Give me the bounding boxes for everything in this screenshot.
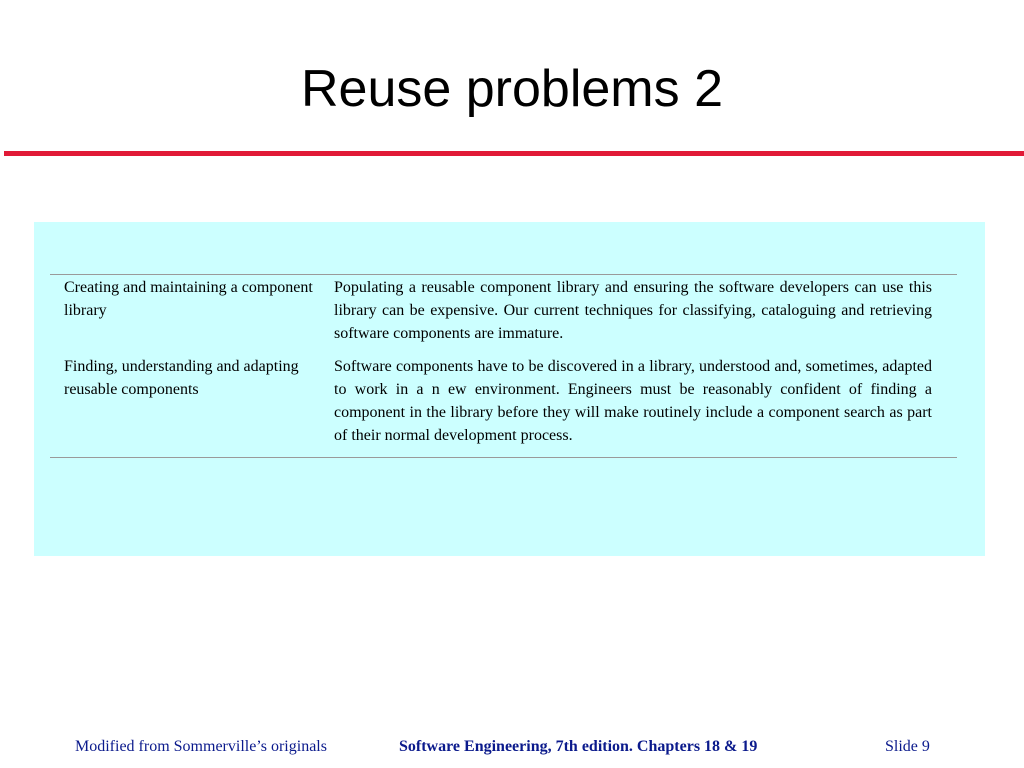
footer-attribution: Modified from Sommerville’s originals	[75, 738, 327, 755]
table-row	[50, 355, 957, 447]
reuse-problems-table	[50, 274, 957, 458]
description-cell: Populating a reusable component library and ensuring the software developers can use this library can be expensive. Our current techniques for classifying, cataloguing and retrieving software components are immature.	[334, 279, 932, 342]
title-rule	[4, 151, 1024, 156]
slide-title: Reuse problems 2	[301, 60, 723, 118]
problem-cell: Finding, understanding and adapting reusable components	[64, 358, 299, 398]
problem-cell: Creating and maintaining a component library	[64, 279, 313, 319]
table-panel	[34, 222, 985, 556]
table-row	[50, 275, 957, 345]
footer-book-title: Software Engineering, 7th edition. Chapters 18 & 19	[399, 738, 758, 755]
footer-slide-number: Slide 9	[885, 738, 930, 755]
description-cell: Software components have to be discovered in a library, understood and, sometimes, adapted to work in a n ew environment. Engineers must be reasonably confident of finding a component in the library before they will make routinely include a component search as part of their normal development process.	[334, 358, 932, 444]
